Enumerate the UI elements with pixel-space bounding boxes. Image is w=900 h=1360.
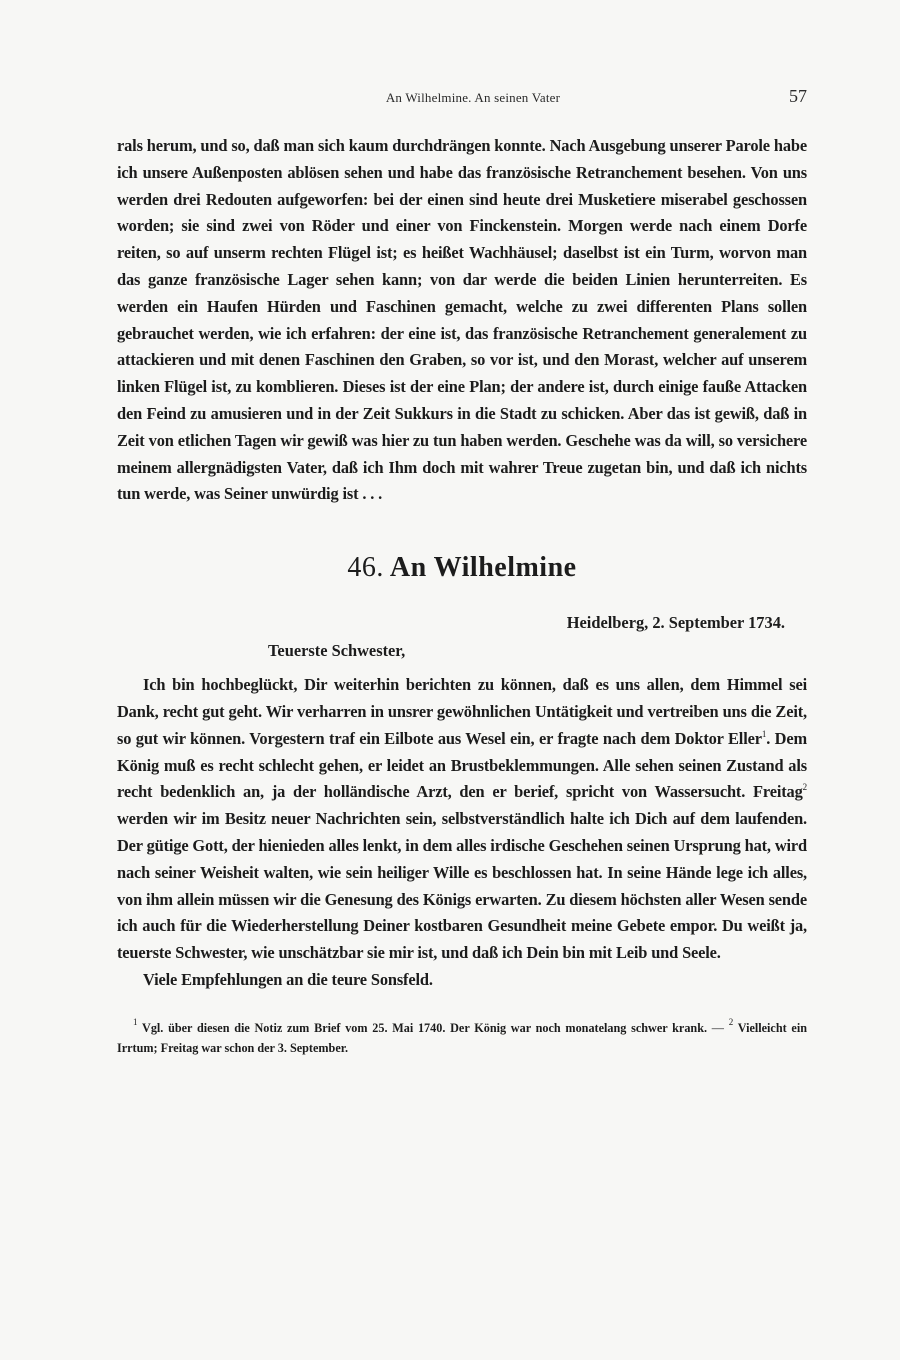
footnote-2-text: Vielleicht ein Irrtum; Freitag war schon der 3. September. xyxy=(117,1020,807,1055)
footnote-ref-1[interactable]: 1 xyxy=(761,728,767,739)
previous-letter-continuation xyxy=(117,133,807,508)
page-number: 57 xyxy=(789,86,807,106)
letter-body-paragraph xyxy=(117,672,807,967)
previous-letter-paragraph: rals herum, und so, daß man sich kaum durchdrängen konnte. Nach Ausgebung unserer Parole habe ich unsere Außenposten ablösen sehen und habe das französische Retranchement besehen. Von uns werden drei Redouten aufgeworfen: bei der einen sind heute drei Musketiere miserabel geschossen worden; sie sind zwei von Röder und einer von Finckenstein. Morgen werde nach einem Dorfe reiten, so auf unserm rechten Flügel ist; es heißet Wachhäusel; daselbst ist ein Turm, worvon man das ganze französische Lager sehen kann; von dar werde die beiden Linien herunterreiten. Es werden ein Haufen Hürden und Faschinen gemacht, welche zu zwei differenten Plans sollen gebrauchet werden, wie ich erfahren: der eine ist, das französische Retranchement generalement zu attackieren und mit denen Faschinen den Graben, so vor ist, und den Morast, welcher auf unserem linken Flügel ist, zu komblieren. Dieses ist der eine Plan; der andere ist, durch einige fauße Attacken den Feind zu amusieren und in der Zeit Sukkurs in die Stadt zu schicken. Aber das ist gewiß, daß in Zeit von etlichen Tagen wir gewiß was hier zu tun haben werden. Geschehe was da will, so versichere meinem allergnädigsten Vater, daß ich Ihm doch mit wahrer Treue zugetan bin, und daß ich nichts tun werde, was Seiner unwürdig ist . . . xyxy=(117,136,807,504)
letter-heading xyxy=(117,548,807,588)
footnote-ref-2[interactable]: 2 xyxy=(802,782,807,793)
letter-dateline: Heidelberg, 2. September 1734. xyxy=(566,613,785,633)
footnote-1-marker: 1 xyxy=(133,1016,138,1027)
letter-number: 46. xyxy=(347,552,384,584)
footnote-1-text: Vgl. über diesen die Notiz zum Brief vom 25. Mai 1740. Der König war noch monatelang schwer krank. xyxy=(142,1020,708,1035)
footnote-2-marker: 2 xyxy=(728,1016,734,1027)
body-text-1: Ich bin hochbeglückt, Dir weiterhin berichten zu können, daß es uns allen, dem Himmel sei Dank, recht gut geht. Wir verharren in unsrer gewöhnlichen Untätigkeit und vertreiben uns die Zeit, so gut wir können. Vorgestern traf ein Eilbote aus Wesel ein, er fragte nach dem Doktor Eller xyxy=(117,675,807,748)
footnote-paragraph xyxy=(117,1018,807,1058)
letter-title: An Wilhelmine xyxy=(389,552,577,584)
letter-body xyxy=(117,672,807,994)
running-head-title: An Wilhelmine. An seinen Vater xyxy=(385,90,561,105)
letter-salutation: Teuerste Schwester, xyxy=(268,641,406,661)
body-text-2: . Dem König muß es recht schlecht gehen, er leidet an Brustbeklemmungen. Alle sehen seinen Zustand als recht bedenklich an, ja der holländische Arzt, den er berief, spricht von Wassersucht. Freitag xyxy=(117,728,807,802)
footnotes xyxy=(117,1018,807,1058)
letter-closing: Viele Empfehlungen an die teure Sonsfeld. xyxy=(143,969,433,989)
running-head xyxy=(117,86,807,107)
footnote-separator: — xyxy=(707,1020,729,1035)
body-text-3: werden wir im Besitz neuer Nachrichten sein, selbstverständlich halte ich Dich auf dem laufenden. Der gütige Gott, der hienieden alles lenkt, in dem alles irdische Geschehen seinen Ursprung hat, wird nach seiner Weisheit walten, wie sein heiliger Wille es beschlossen hat. In seine Hände lege ich alles, von ihm allein müssen wir die Genesung des Königs erwarten. Zu diesem höchsten aller Wesen sende ich auch für die Wiederherstellung Deiner kostbaren Gesundheit meine Gebete empor. Du weißt ja, teuerste Schwester, wie unschätzbar sie mir ist, und daß ich Dein bin mit Leib und Seele. xyxy=(117,809,807,963)
